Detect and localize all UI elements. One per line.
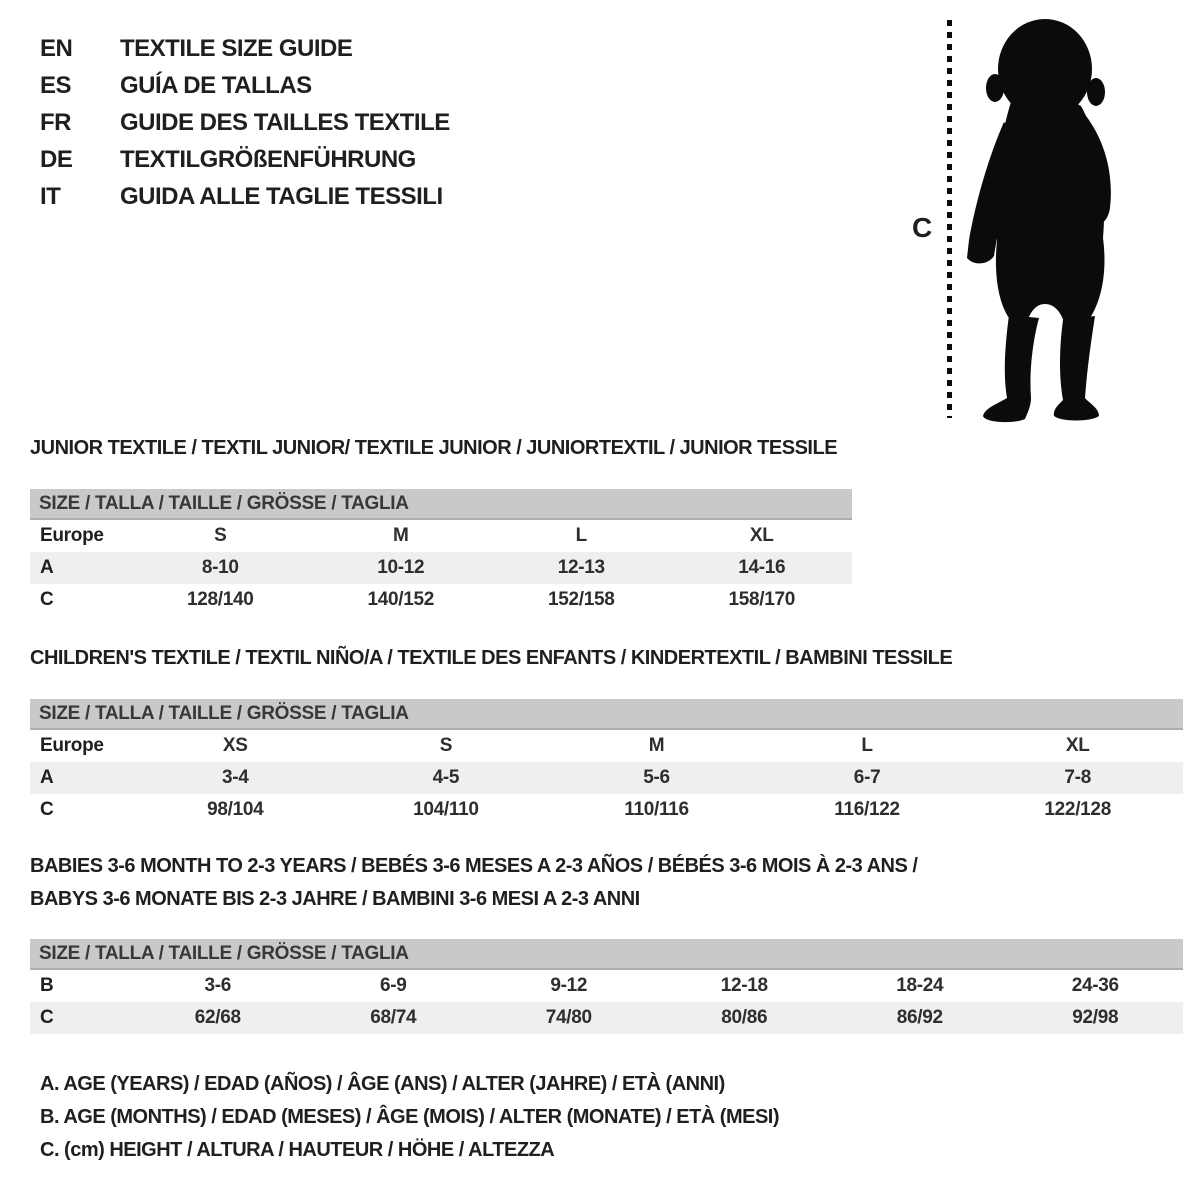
row-label: C — [40, 589, 54, 610]
table-row — [30, 762, 1183, 794]
section-junior-textile — [30, 432, 852, 616]
table-row — [30, 794, 1183, 826]
table-cell: M — [392, 525, 409, 546]
table-cell: 128/140 — [186, 589, 254, 610]
table-cell: XS — [222, 735, 248, 756]
language-row — [40, 67, 450, 104]
table-cell: 8-10 — [130, 552, 311, 584]
language-code: ES — [40, 71, 72, 99]
table-cell: 4-5 — [341, 762, 552, 794]
table-cell: 62/68 — [130, 1002, 306, 1034]
section-babies-textile — [30, 850, 1183, 1034]
baby-silhouette-icon — [957, 12, 1147, 427]
language-code: EN — [40, 34, 73, 62]
table-cell: 5-6 — [551, 762, 762, 794]
table-cell: 116/122 — [834, 799, 900, 820]
language-code: IT — [40, 182, 61, 210]
table-cell: 140/152 — [367, 589, 435, 610]
table-cell: 10-12 — [311, 552, 492, 584]
table-cell: 80/86 — [657, 1002, 833, 1034]
table-row — [30, 584, 852, 616]
guide-title: TEXTILE SIZE GUIDE — [120, 34, 353, 62]
table-cell: 158/170 — [728, 589, 796, 610]
language-code: FR — [40, 108, 71, 136]
height-measure-label: C — [912, 212, 933, 243]
table-cell: 86/92 — [832, 1002, 1008, 1034]
table-cell: S — [214, 525, 227, 546]
table-header-bar: SIZE / TALLA / TAILLE / GRÖSSE / TAGLIA — [30, 699, 1183, 730]
table-cell: 6-9 — [379, 975, 407, 996]
measurement-legend — [40, 1068, 779, 1167]
row-label: A — [30, 762, 130, 794]
table-cell: XL — [749, 525, 774, 546]
table-cell: 104/110 — [413, 799, 479, 820]
legend-line: A. AGE (YEARS) / EDAD (AÑOS) / ÂGE (ANS) / ALTER (JAHRE) / ETÀ (ANNI) — [40, 1073, 725, 1095]
table-cell: 7-8 — [972, 762, 1183, 794]
table-row — [30, 520, 852, 552]
legend-line: C. (cm) HEIGHT / ALTURA / HAUTEUR / HÖHE / ALTEZZA — [40, 1139, 555, 1161]
table-cell: 74/80 — [481, 1002, 657, 1034]
table-cell: 24-36 — [1071, 975, 1119, 996]
table-header-bar: SIZE / TALLA / TAILLE / GRÖSSE / TAGLIA — [30, 939, 1183, 970]
table-cell: L — [861, 735, 873, 756]
row-label: Europe — [40, 735, 104, 756]
table-cell: 9-12 — [550, 975, 588, 996]
table-cell: 18-24 — [896, 975, 944, 996]
row-label: B — [40, 975, 54, 996]
guide-title: GUÍA DE TALLAS — [120, 71, 312, 99]
language-row — [40, 30, 450, 67]
table-cell: 152/158 — [547, 589, 615, 610]
children-size-table — [30, 730, 1183, 826]
table-cell: 122/128 — [1044, 799, 1111, 820]
table-cell: XL — [1065, 735, 1090, 756]
table-cell: 12-13 — [491, 552, 672, 584]
table-cell: 3-6 — [204, 975, 232, 996]
table-cell: 110/116 — [624, 799, 689, 820]
guide-title: GUIDA ALLE TAGLIE TESSILI — [120, 182, 443, 210]
table-row — [30, 1002, 1183, 1034]
section-children-textile — [30, 642, 1183, 826]
table-cell: 98/104 — [207, 799, 264, 820]
junior-size-table — [30, 520, 852, 616]
guide-title: GUIDE DES TAILLES TEXTILE — [120, 108, 450, 136]
legend-line: B. AGE (MONTHS) / EDAD (MESES) / ÂGE (MOIS) / ALTER (MONATE) / ETÀ (MESI) — [40, 1106, 780, 1128]
section-title: JUNIOR TEXTILE / TEXTIL JUNIOR/ TEXTILE JUNIOR / JUNIORTEXTIL / JUNIOR TESSILE — [30, 437, 838, 459]
language-row — [40, 104, 450, 141]
table-cell: 68/74 — [306, 1002, 482, 1034]
language-row — [40, 141, 450, 178]
table-cell: 14-16 — [672, 552, 853, 584]
table-cell: S — [439, 735, 453, 756]
section-title: BABYS 3-6 MONATE BIS 2-3 JAHRE / BAMBINI 3-6 MESI A 2-3 ANNI — [30, 888, 640, 910]
row-label: A — [30, 552, 130, 584]
table-cell: L — [575, 525, 587, 546]
table-cell: 12-18 — [720, 975, 768, 996]
babies-size-table — [30, 970, 1183, 1034]
table-row — [30, 730, 1183, 762]
table-cell: 92/98 — [1008, 1002, 1184, 1034]
language-header — [40, 30, 450, 215]
language-code: DE — [40, 145, 73, 173]
table-cell: 6-7 — [762, 762, 973, 794]
row-label: C — [40, 799, 54, 820]
guide-title: TEXTILGRÖßENFÜHRUNG — [120, 145, 416, 173]
section-title: CHILDREN'S TEXTILE / TEXTIL NIÑO/A / TEXTILE DES ENFANTS / KINDERTEXTIL / BAMBINI TESSILE — [30, 647, 953, 669]
table-cell: M — [648, 735, 665, 756]
table-header-bar: SIZE / TALLA / TAILLE / GRÖSSE / TAGLIA — [30, 489, 852, 520]
height-measure-line — [947, 20, 952, 418]
table-cell: 3-4 — [130, 762, 341, 794]
row-label: C — [30, 1002, 130, 1034]
section-title: BABIES 3-6 MONTH TO 2-3 YEARS / BEBÉS 3-6 MESES A 2-3 AÑOS / BÉBÉS 3-6 MOIS À 2-3 ANS / — [30, 855, 918, 877]
table-row — [30, 552, 852, 584]
table-row — [30, 970, 1183, 1002]
language-row — [40, 178, 450, 215]
row-label: Europe — [40, 525, 104, 546]
